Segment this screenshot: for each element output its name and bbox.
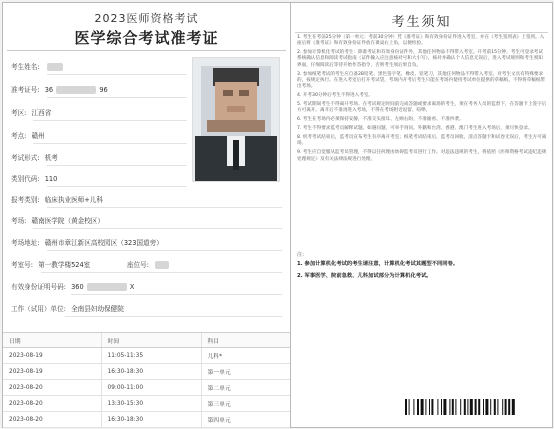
- seat-field: [127, 261, 169, 270]
- site-value: 赣州: [31, 132, 45, 140]
- candidate-photo-image: [193, 58, 279, 181]
- schedule-header-subject: 科目: [201, 333, 290, 348]
- ticket-number-redacted: [56, 86, 96, 94]
- schedule-header-time: 时间: [101, 333, 201, 348]
- notice-item: 3. 参加纸笔考试的考生应自备2B铅笔、黑色签字笔、橡皮、铅笔刀，其他任何物品不得带入考室。对考生文具有特殊要求的，按规定执行。在进入考室后打开考试袋，考场内开考后考生只能在考场内使用考试单位提供的草稿纸，不得将草稿纸带出考场。: [297, 71, 546, 90]
- name-field: [11, 63, 63, 72]
- schedule-row: [3, 348, 290, 364]
- schedule-time: 11:05-11:35: [101, 348, 201, 364]
- site-field: [11, 132, 45, 141]
- barcode-bar: [494, 399, 496, 415]
- barcode-bar: [478, 399, 480, 415]
- barcode-bar: [485, 399, 488, 415]
- district-underline: [33, 120, 187, 121]
- schedule-date: 2023-08-19: [3, 364, 101, 380]
- notice-item: 7. 考生不得要求监考员解释试题。如遇问题，可举手询问。外籍和台湾、香港、澳门考生进入考场后，须尽快登录。: [297, 126, 533, 132]
- barcode-bar: [429, 399, 430, 415]
- notice-divider: [295, 32, 548, 33]
- category-code-value: 110: [44, 175, 58, 183]
- barcode-bar: [431, 399, 433, 415]
- barcode-bar: [483, 399, 484, 415]
- remark-item: 2. 军事医学、院前急救、儿科加试部分为计算机化考试。: [297, 273, 432, 279]
- schedule-subject: 第四单元: [201, 412, 290, 428]
- notice-item: 4. 开考30分钟后考生不得进入考室。: [297, 93, 374, 99]
- district-value: 江西省: [31, 109, 52, 117]
- ticket-number-suffix: 96: [99, 86, 108, 94]
- venue-field: [11, 217, 104, 226]
- name-underline: [47, 74, 187, 75]
- notice-item: 8. 机考考试结束后，监考员宣布考生有序离开考室；纸笔考试结束后，监考员回收、清点答题卡和试卷无误后，考生方可离场。: [297, 135, 547, 147]
- exam-type-field: [11, 196, 103, 205]
- ticket-number-label: 准考证号:: [11, 86, 40, 94]
- barcode-bar: [470, 399, 473, 415]
- address-field: [11, 239, 163, 248]
- schedule-subject: 儿科*: [201, 348, 290, 364]
- exam-year-title: 2023医师资格考试: [94, 12, 199, 25]
- barcode-bar: [437, 399, 438, 415]
- district-field: [11, 109, 51, 118]
- barcode-bar: [413, 399, 414, 415]
- work-unit-underline: [65, 316, 282, 317]
- barcode-bar: [425, 399, 426, 415]
- notice-item: 2. 参加计算机化考试的考生：除准考证和有效身份证件外，其他任何物品不得带入考室。开考前15分钟，考生可登录考试系统确认信息和阅读考试指南（证件输入应注意核对号和大小写），核对并确认个人信息无误后，进入考试规则和考生须知界面，仔细阅读后等待开始作答指令，否则考生须后果自负。: [297, 50, 543, 68]
- admission-ticket: [2, 2, 553, 428]
- title-divider: [7, 50, 286, 51]
- exam-schedule-table: [3, 332, 290, 428]
- category-code-label: 类别代码:: [11, 175, 40, 183]
- schedule-date: 2023-08-20: [3, 396, 101, 412]
- barcode-bar: [443, 399, 446, 415]
- seat-redacted: [155, 261, 169, 269]
- barcode-bar: [449, 399, 450, 415]
- schedule-time: 16:30-18:30: [101, 364, 201, 380]
- exam-form-field: [11, 154, 58, 163]
- schedule-row: [3, 412, 290, 428]
- schedule-row: [3, 364, 290, 380]
- schedule-time: 13:30-15:30: [101, 396, 201, 412]
- barcode-bar: [502, 399, 503, 415]
- barcode-bar: [508, 399, 510, 415]
- ticket-title: 医学综合考试准考证: [74, 29, 219, 47]
- barcode-bar: [421, 399, 424, 415]
- site-underline: [33, 143, 187, 144]
- room-underline: [41, 272, 282, 273]
- work-unit-label: 工作（试用）单位:: [11, 305, 66, 313]
- schedule-time: 16:30-18:30: [101, 412, 201, 428]
- notice-panel: [291, 3, 552, 427]
- barcode-bar: [467, 399, 468, 415]
- exam-type-value: 临床执业医师+儿科: [44, 196, 103, 204]
- room-label: 考室号:: [11, 261, 34, 269]
- schedule-header-date: 日期: [3, 333, 101, 348]
- district-label: 考区:: [11, 109, 27, 117]
- barcode-bar: [475, 399, 477, 415]
- notice-item: 1. 考生在考前25分钟（第一单元：考前30分钟）凭《准考证》和有效身份证件进入考室，并在《考生签到表》上签到。入座后将《准考证》和有效身份证件放在课桌右上角，以便检验。: [297, 35, 545, 47]
- barcode-bar: [455, 399, 456, 415]
- remark-item: 1. 参加计算机化考试的考生请注意，计算机化考试其题型不同同卷。: [297, 261, 459, 267]
- notice-list: [297, 35, 547, 166]
- schedule-subject: 第三单元: [201, 396, 290, 412]
- work-unit-field: [11, 305, 124, 314]
- remark-label: 注：: [297, 252, 308, 258]
- exam-type-label: 报考类别:: [11, 196, 40, 204]
- ticket-underline: [47, 97, 187, 98]
- venue-value: 赣南医学院（黄金校区）: [31, 217, 105, 225]
- barcode-bar: [497, 399, 498, 415]
- barcode: [405, 399, 545, 415]
- barcode-bar: [512, 399, 515, 415]
- work-unit-value: 全南县妇幼保健院: [71, 305, 124, 313]
- category-underline: [47, 186, 187, 187]
- barcode-bar: [464, 399, 466, 415]
- notice-item: 6. 考生在考场内必须保持安静，不准交头接耳、左顾右盼，不准偷看、不准抄袭。: [297, 117, 464, 123]
- barcode-bar: [405, 399, 407, 415]
- candidate-photo: [192, 57, 280, 182]
- address-underline: [47, 250, 282, 251]
- category-code-field: [11, 175, 57, 184]
- schedule-row: [3, 396, 290, 412]
- barcode-bar: [452, 399, 454, 415]
- schedule-subject: 第一单元: [201, 364, 290, 380]
- barcode-bar: [490, 399, 491, 415]
- schedule-row: [3, 380, 290, 396]
- schedule-time: 09:00-11:00: [101, 380, 201, 396]
- id-number-redacted: [87, 283, 127, 291]
- schedule-subject: 第二单元: [201, 380, 290, 396]
- venue-label: 考场:: [11, 217, 27, 225]
- barcode-bar: [460, 399, 461, 415]
- notice-item: 5. 考试期间考生不得离开考场。在考试规定时间前完成答题或要求离场的考生，须在考务人员的监督下，在答题卡上签字后方可离开。离开后不准再进入考场，不得在考场附近逗留、喧哗。: [297, 102, 547, 114]
- schedule-header-row: [3, 333, 290, 348]
- ticket-number-prefix: 36: [44, 86, 54, 94]
- schedule-date: 2023-08-19: [3, 348, 101, 364]
- barcode-bar: [441, 399, 442, 415]
- exam-form-label: 考试形式:: [11, 154, 40, 162]
- id-number-label: 有效身份证明号码:: [11, 283, 66, 291]
- exam-type-underline: [47, 207, 282, 208]
- schedule-date: 2023-08-20: [3, 380, 101, 396]
- name-redacted: [47, 63, 63, 71]
- exam-form-underline: [47, 165, 187, 166]
- address-value: 赣州市章江新区高校园区（323国道旁）: [44, 239, 163, 247]
- ticket-number-field: [11, 86, 108, 95]
- ticket-info-panel: [3, 3, 291, 427]
- barcode-bar: [409, 399, 410, 415]
- site-label: 考点:: [11, 132, 27, 140]
- id-number-field: [11, 283, 134, 292]
- id-number-prefix: 360: [71, 283, 84, 291]
- id-number-suffix: X: [129, 283, 135, 291]
- notice-title: 考生须知: [391, 15, 452, 30]
- venue-underline: [33, 228, 282, 229]
- room-value: 第一教学楼524室: [38, 261, 91, 269]
- room-field: [11, 261, 90, 270]
- name-label: 考生姓名:: [11, 63, 40, 71]
- exam-form-value: 机考: [44, 154, 58, 162]
- seat-label: 座位号:: [127, 261, 150, 269]
- notice-item: 9. 考生应自觉服从监考员管理，不得以任何理由妨碍监考员进行工作。对违法违规的考生，将依照《医师资格考试违纪违规处理规定》及有关法律法规进行处理。: [297, 150, 547, 162]
- schedule-date: 2023-08-20: [3, 412, 101, 428]
- barcode-bar: [505, 399, 507, 415]
- address-label: 考场地址:: [11, 239, 40, 247]
- id-underline: [71, 294, 282, 295]
- barcode-bar: [417, 399, 419, 415]
